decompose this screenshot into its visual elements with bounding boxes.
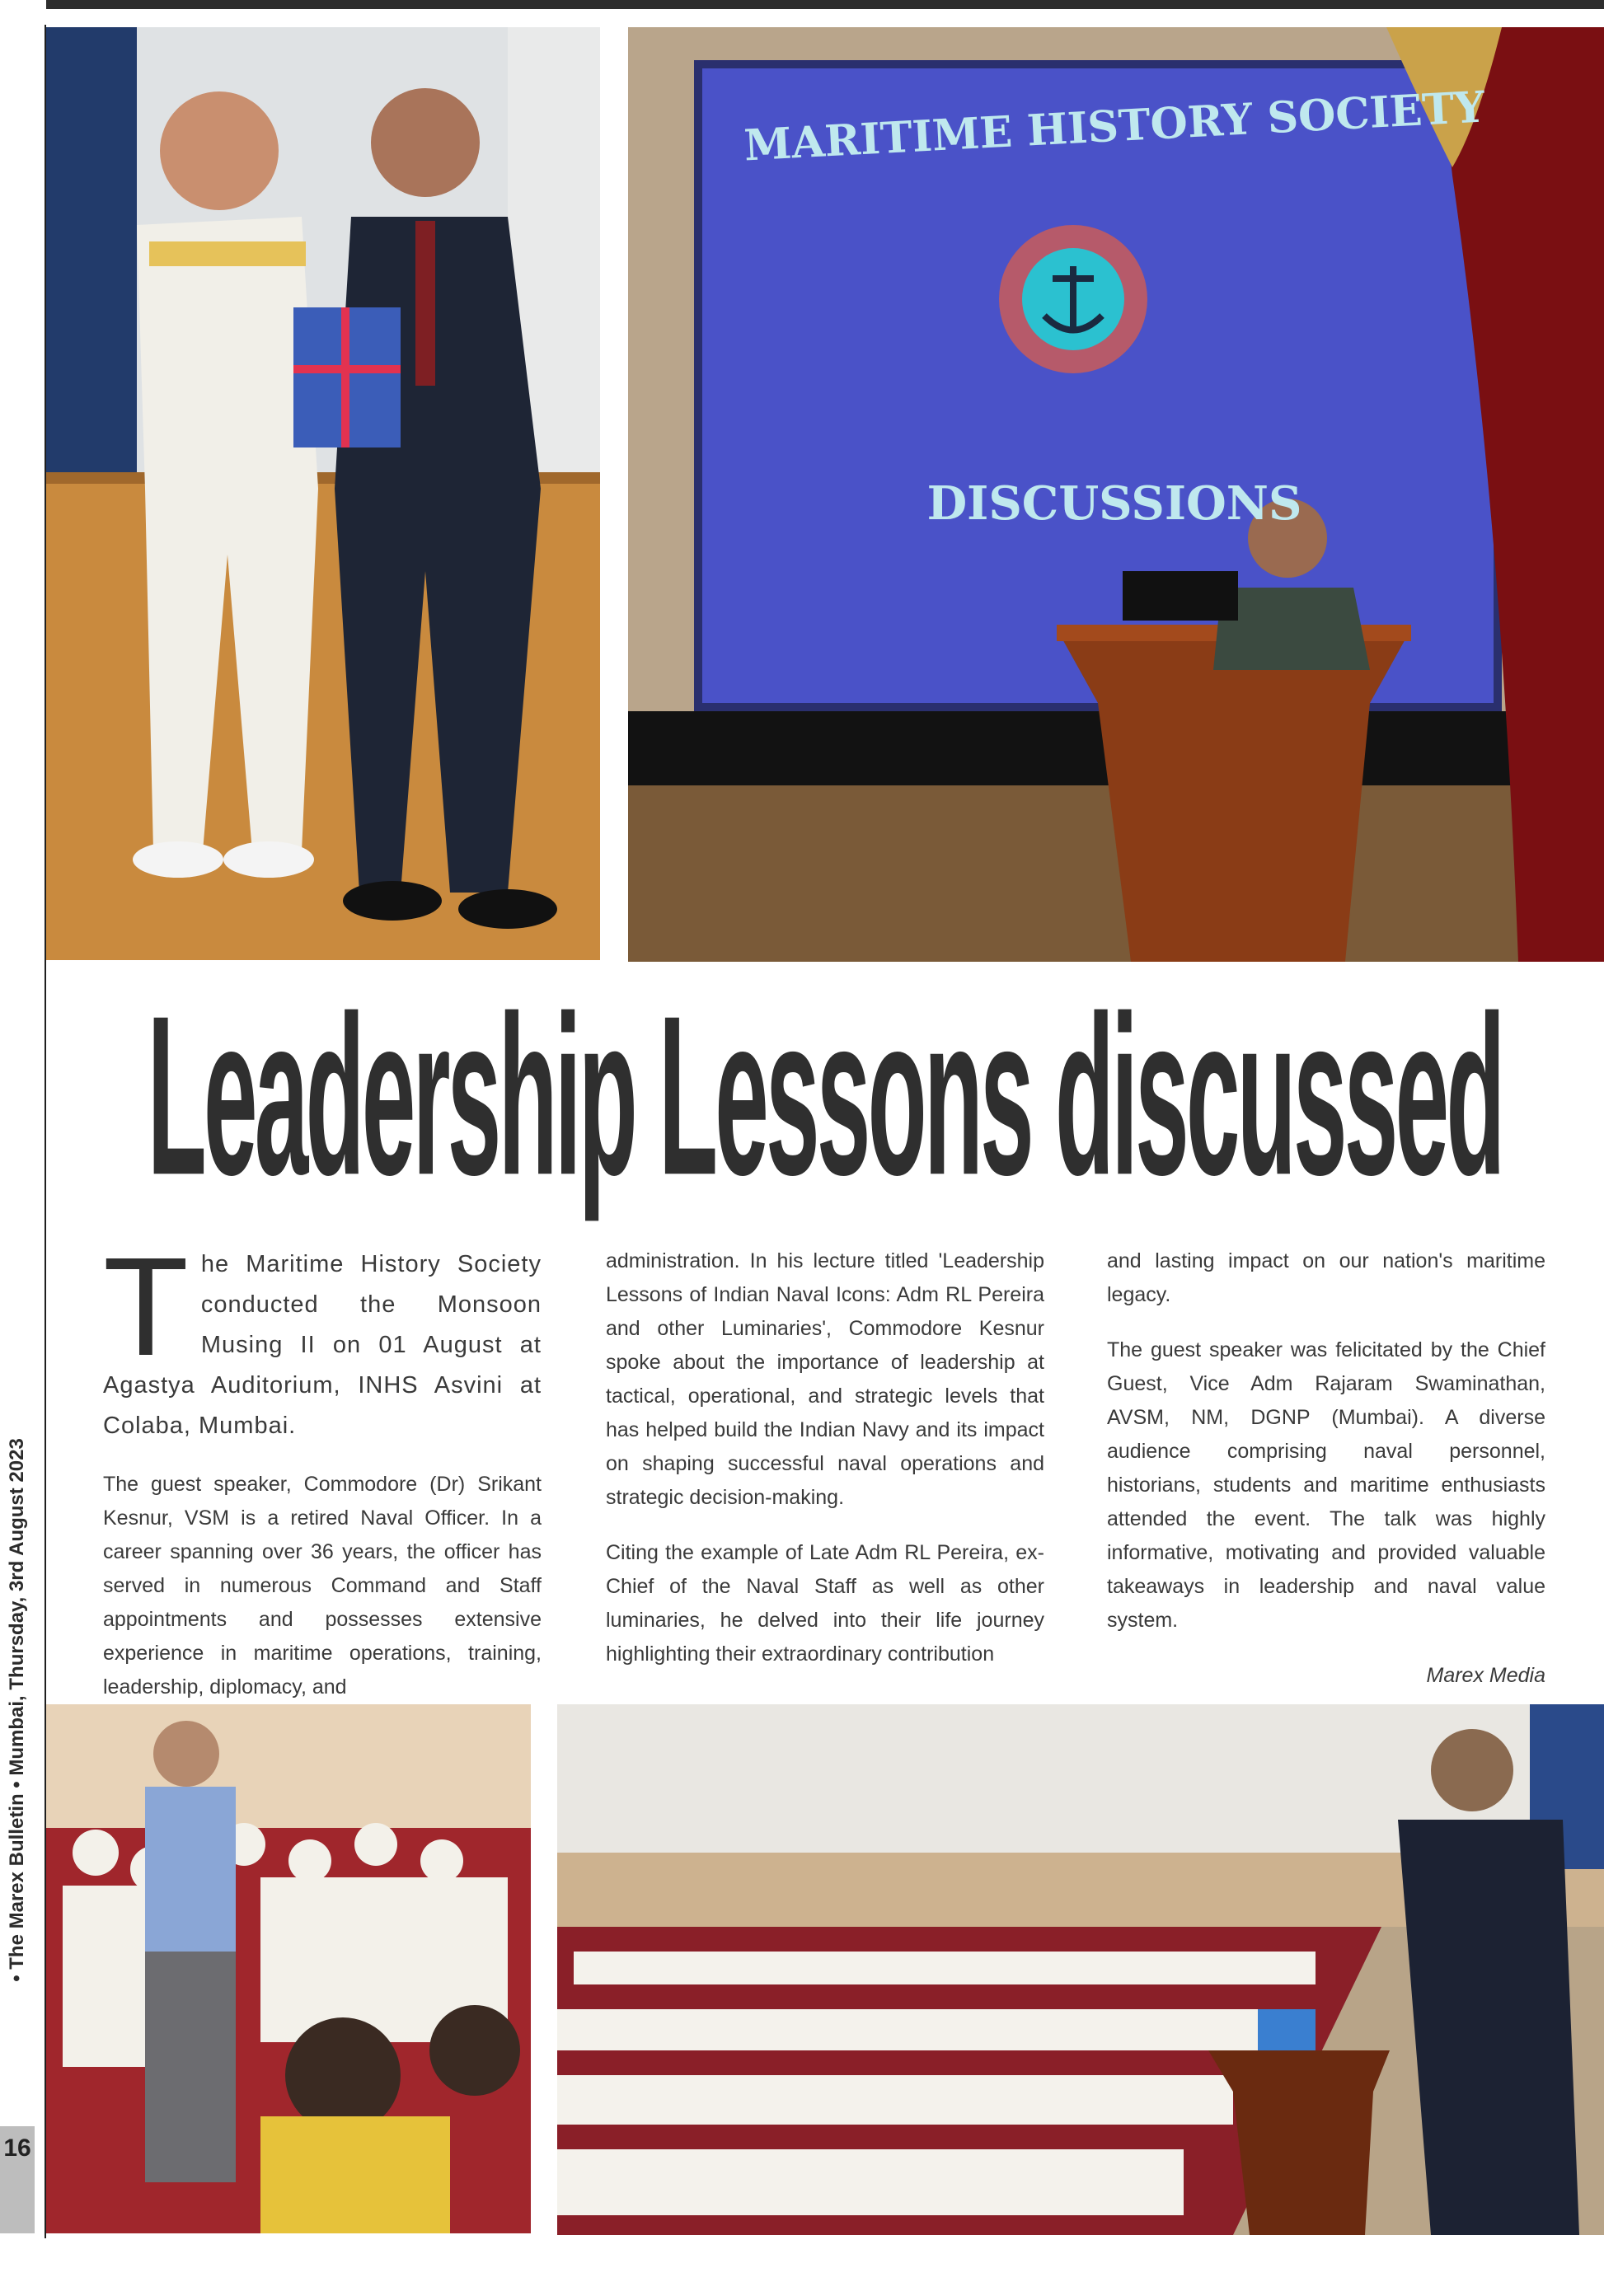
- paragraph-col3-2: The guest speaker was felicitated by the Chief Guest, Vice Adm Rajaram Swaminathan, AVSM, NM, DGNP (Mumbai). A diverse audience comprising naval personnel, historians, students and maritime enthusiasts attended the event. The talk was highly informative, motivating and provided valuable takeaways in leadership and naval value system.: [1107, 1338, 1545, 1632]
- paragraph-col1-2: The guest speaker, Commodore (Dr) Srikant Kesnur, VSM is a retired Naval Officer. In a career spanning over 36 years, the officer has served in numerous Command and Staff appointments and possesses extensive experience in maritime operations, training, leadership, diplomacy, and: [103, 1473, 542, 1699]
- page-number-tab: [0, 2126, 35, 2233]
- paragraph-col3-1: and lasting impact on our nation's maritime legacy.: [1107, 1249, 1545, 1306]
- headline-text: Leadership Lessons discussed: [148, 969, 1503, 1223]
- dropcap: T: [103, 1229, 190, 1385]
- photo-lecture-screen: [628, 27, 1604, 962]
- page-number: 16: [3, 2134, 31, 2162]
- lead-paragraph: [103, 1229, 542, 1446]
- headline: [46, 964, 1604, 1228]
- paragraph-col2-1: administration. In his lecture titled 'Leadership Lessons of Indian Naval Icons: Adm RL Pereira and other Luminaries', Commodore Kesnur spoke about the importance of leadership at tactical, operational, and strategic levels that has helped build the Indian Navy and its impact on shaping successful naval operations and strategic decision-making.: [606, 1249, 1044, 1509]
- paragraph-col2-2: Citing the example of Late Adm RL Pereira, ex-Chief of the Naval Staff as well as other luminaries, he delved into their life journey highlighting their extraordinary contribution: [606, 1541, 1044, 1666]
- folio-text: • The Marex Bulletin • Mumbai, Thursday, 3rd August 2023: [6, 1438, 29, 1982]
- screen-title: MARITIME HISTORY SOCIETY: [743, 82, 1486, 171]
- photo-audience-question: [46, 1704, 531, 2233]
- article-column-3: [1107, 1244, 1545, 1714]
- lead-text: he Maritime History Society conducted the Monsoon Musing II on 01 August at Agastya Auditorium, INHS Asvini at Colaba, Mumbai.: [103, 1251, 542, 1439]
- article-column-2: [606, 1244, 1044, 1693]
- top-rule: [46, 0, 1604, 9]
- photo-auditorium: [557, 1704, 1604, 2235]
- folio-sidebar: [0, 1286, 35, 2134]
- byline: Marex Media: [1426, 1664, 1545, 1687]
- screen-subtitle: DISCUSSIONS: [926, 476, 1302, 531]
- photo-book-presentation: [46, 27, 600, 960]
- article-column-1: [103, 1229, 542, 1726]
